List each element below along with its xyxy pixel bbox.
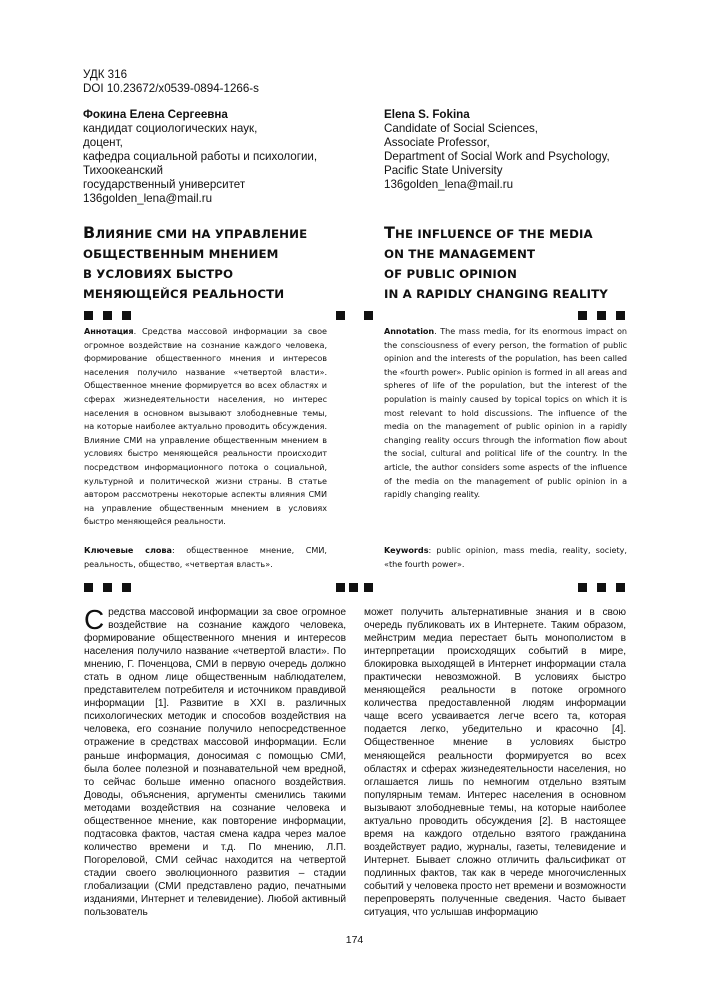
separator-square	[364, 583, 373, 592]
separator-square	[616, 311, 625, 320]
separator-square	[616, 583, 625, 592]
title-line: ЛИЯНИЕ СМИ НА УПРАВЛЕНИЕ	[95, 227, 308, 241]
author-name-ru: Фокина Елена Сергеевна	[83, 108, 228, 121]
separator-square	[364, 311, 373, 320]
separator-square	[578, 311, 587, 320]
author-line: Department of Social Work and Psychology,	[384, 150, 610, 163]
udk-code: УДК 316	[83, 68, 128, 81]
keywords-text: : общественное мнение, СМИ, реальность, общество, «четвертая власть».	[84, 545, 327, 569]
keywords-label: Ключевые слова	[84, 545, 173, 555]
abstract-text: . Средства массовой информации за свое огромное воздействие на сознание каждого человека, формирование общественного мнения и интересов населения получило название «четвертой власти». Общественное мнение формируется во всех областях и сферах жизнедеятельности населения, но интерес населения в основном вызывают злободневные темы, на которые наиболее актуально проводить обсуждения. Влияние СМИ на управление общественным мнением в условиях быстро меняющейся реальности происходит посредством информационного потока о социальной, культурной и политической жизни страны. В статье автором рассмотрены некоторые аспекты влияния СМИ на управление общественным мнением в условиях быстро меняющейся реальности.	[84, 326, 327, 527]
article-title-en	[384, 223, 608, 304]
separator-square	[336, 311, 345, 320]
page-number: 174	[345, 934, 364, 946]
author-line: Candidate of Social Sciences,	[384, 122, 539, 135]
separator-square	[578, 583, 587, 592]
separator-square	[84, 583, 93, 592]
title-initial: В	[83, 223, 96, 242]
title-line: В УСЛОВИЯХ БЫСТРО	[83, 267, 234, 281]
title-initial: T	[384, 223, 396, 242]
article-meta	[83, 68, 259, 96]
keywords-text: : public opinion, mass media, reality, society, «the fourth power».	[384, 545, 627, 569]
article-title-ru	[83, 223, 307, 304]
author-line: Pacific State University	[384, 164, 503, 177]
body-text: может получить альтернативные знания и в свою очередь публиковать их в Интернете. Таким образом, мейнстрим медиа перестает быть монополистом в интерпретации происходящих событий в мире, блокировка выходящей в Интернет информации стала практически невозможной. В условиях быстро меняющейся реальности в потоке огромного количества предоставленной людям информации чаще всего усваивается легче всего та, которая подается легко, убедительно и красочно [4]. Общественное мнение в условиях быстро меняющейся реальности формируется во всех областях и сферах жизнедеятельности населения, но оглашается лишь по немногим отдельно взятым популярным темам. Интерес населения в основном вызывают злободневные темы, на которые наиболее актуально проводить обсуждения [2]. В настоящее время на каждого отдельно взятого гражданина воздействует радио, журналы, газеты, телевидение и Интернет. Бывает сложно отличить фальсификат от подлинных фактов, так как в череде многочисленных событий у человека просто нет времени и возможности перепроверять полученные сведения. Часто бывает ситуация, что услышав информацию	[364, 607, 626, 919]
separator-square	[122, 583, 131, 592]
separator-square	[349, 583, 358, 592]
keywords-en	[384, 544, 627, 571]
abstract-label: Аннотация	[84, 326, 134, 336]
author-line: кандидат социологических наук,	[83, 122, 258, 135]
author-line: доцент,	[83, 136, 123, 149]
drop-cap: С	[84, 604, 105, 635]
separator-square	[597, 583, 606, 592]
keywords-ru	[84, 544, 327, 571]
abstract-en	[384, 325, 627, 502]
author-name-en: Elena S. Fokina	[384, 108, 470, 121]
title-line: ON THE MANAGEMENT	[384, 247, 536, 261]
author-email: 136golden_lena@mail.ru	[384, 178, 514, 191]
keywords-label: Keywords	[384, 545, 429, 555]
title-line: OF PUBLIC OPINION	[384, 267, 518, 281]
author-line: Associate Professor,	[384, 136, 490, 149]
separator-square	[103, 583, 112, 592]
author-info-en	[384, 108, 664, 192]
author-info-ru	[83, 108, 363, 206]
author-line: Тихоокеанский	[83, 164, 163, 177]
body-column-right	[364, 606, 626, 919]
doi: DOI 10.23672/x0539-0894-1266-s	[83, 82, 259, 95]
separator-square	[84, 311, 93, 320]
separator-square	[103, 311, 112, 320]
abstract-ru	[84, 325, 327, 529]
abstract-label: Annotation	[384, 326, 435, 336]
abstract-text: . The mass media, for its enormous impact on the consciousness of every person, the formation of public opinion and the interests of the population, has been called the «fourth power». Public opinion is formed in all areas and spheres of life of the population, but the interest of the population is mainly caused by topical topics on which it is most relevant to hold discussions. The influence of the media on the management of public opinion in a rapidly changing reality occurs through the information flow about the social, cultural and political life of the country. In the article, the author considers some aspects of the influence of the media on the management of public opinion in a rapidly changing reality.	[384, 326, 627, 500]
separator-square	[336, 583, 345, 592]
author-email: 136golden_lena@mail.ru	[83, 192, 213, 205]
title-line: МЕНЯЮЩЕЙСЯ РЕАЛЬНОСТИ	[83, 287, 285, 301]
title-line: ОБЩЕСТВЕННЫМ МНЕНИЕМ	[83, 247, 279, 261]
title-line: IN A RAPIDLY CHANGING REALITY	[384, 287, 608, 301]
body-text: редства массовой информации за свое огромное воздействие на сознание каждого человека, формирование общественного мнения и интересов населения получило название «четвертой власти». По мнению, Г. Поченцова, СМИ в первую очередь должно стать в одном лице общественным наблюдателем, представителем потребителя и источником правдивой информации [1]. Развитие в XXI в. различных психологических методик и способов воздействия на человека, его сознание получило непосредственное отражение в средствах массовой информации. Если раньше информация, доносимая с помощью СМИ, была более полезной и познавательной чем вредной, то сейчас больше именно опасного воздействия. Доводы, объяснения, аргументы сменились такими методами воздействия на сознание человека и общественное мнение, как повторение информации, подтасовка фактов, частая смена кадра через малое количество времени и т.д. По мнению, Л.П. Погореловой, СМИ сейчас находится на четвертой стадии своего эволюционного развития – стадии глобализации (СМИ представлено радио, печатными изданиями, Интернет и телевидение). Любой активный пользователь	[84, 607, 346, 919]
title-line: HE INFLUENCE OF THE MEDIA	[395, 227, 593, 241]
separator-square	[597, 311, 606, 320]
body-column-left	[84, 606, 346, 919]
separator-square	[122, 311, 131, 320]
author-line: государственный университет	[83, 178, 246, 191]
author-line: кафедра социальной работы и психологии,	[83, 150, 318, 163]
